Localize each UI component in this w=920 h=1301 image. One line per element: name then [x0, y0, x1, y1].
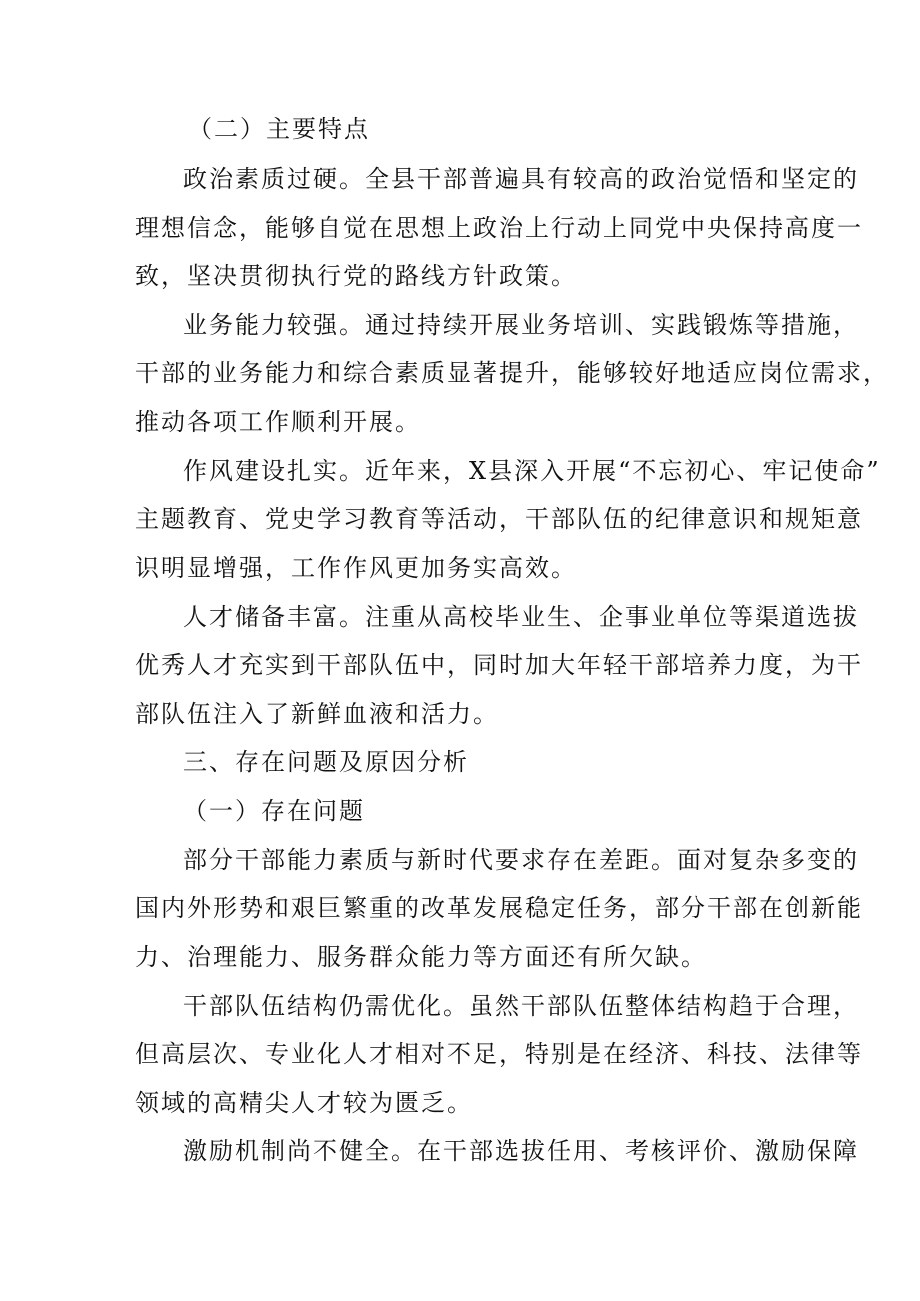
paragraph-line: 干部的业务能力和综合素质显著提升，能够较好地适应岗位需求，	[135, 359, 889, 387]
paragraph-line: 力、治理能力、服务群众能力等方面还有所欠缺。	[135, 943, 707, 971]
paragraph-line: 国内外形势和艰巨繁重的改革发展稳定任务，部分干部在创新能	[135, 894, 863, 922]
paragraph-line: 政治素质过硬。全县干部普遍具有较高的政治觉悟和坚定的	[183, 165, 859, 193]
paragraph-line: 但高层次、专业化人才相对不足，特别是在经济、科技、法律等	[135, 1040, 863, 1068]
paragraph-line: 人才储备丰富。注重从高校毕业生、企事业单位等渠道选拔	[183, 603, 859, 631]
paragraph-line: 部队伍注入了新鲜血液和活力。	[135, 700, 499, 728]
paragraph-line: 识明显增强，工作作风更加务实高效。	[135, 554, 577, 582]
paragraph-line: 优秀人才充实到干部队伍中，同时加大年轻干部培养力度，为干	[135, 651, 863, 679]
paragraph-line: 领域的高精尖人才较为匮乏。	[135, 1089, 473, 1117]
paragraph-line: 干部队伍结构仍需优化。虽然干部队伍整体结构趋于合理，	[183, 992, 859, 1020]
paragraph-line: 业务能力较强。通过持续开展业务培训、实践锻炼等措施，	[183, 311, 859, 339]
section-heading-problems: 三、存在问题及原因分析	[183, 748, 469, 776]
paragraph-line: 理想信念，能够自觉在思想上政治上行动上同党中央保持高度一	[135, 214, 863, 242]
paragraph-line: 激励机制尚不健全。在干部选拔任用、考核评价、激励保障	[183, 1137, 859, 1165]
subheading-main-features: （二）主要特点	[188, 115, 370, 143]
paragraph-line: 部分干部能力素质与新时代要求存在差距。面对复杂多变的	[183, 846, 859, 874]
paragraph-line: 主题教育、党史学习教育等活动，干部队伍的纪律意识和规矩意	[135, 505, 863, 533]
paragraph-line: 致，坚决贯彻执行党的路线方针政策。	[135, 262, 577, 290]
paragraph-line: 作风建设扎实。近年来，X县深入开展“不忘初心、牢记使命”	[183, 457, 881, 485]
paragraph-line: 推动各项工作顺利开展。	[135, 408, 421, 436]
subheading-existing-problems: （一）存在问题	[183, 797, 365, 825]
